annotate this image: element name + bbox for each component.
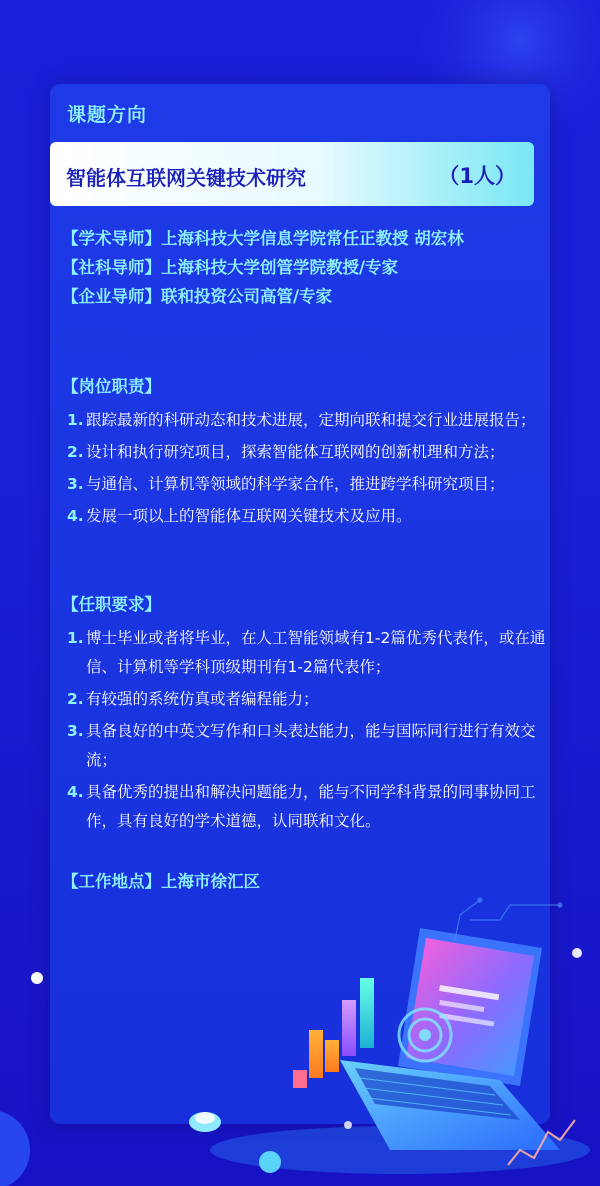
item-text: 有较强的系统仿真或者编程能力； (86, 690, 319, 708)
topic-title: 智能体互联网关键技术研究 (66, 166, 306, 190)
circuit-lines (455, 898, 562, 940)
headcount: （1人） (438, 164, 516, 188)
item-number: 2. (67, 690, 84, 708)
item-number: 4. (67, 507, 84, 525)
laptop-screen (398, 928, 542, 1086)
floating-orb (259, 1151, 281, 1173)
section-heading: 课题方向 (67, 104, 148, 126)
item-text: 设计和执行研究项目，探索智能体互联网的创新机理和方法； (86, 443, 505, 461)
item-number: 1. (67, 411, 84, 429)
item-text: 跟踪最新的科研动态和技术进展，定期向联和提交行业进展报告； (86, 411, 536, 429)
work-location: 【工作地点】上海市徐汇区 (62, 872, 260, 891)
duties-heading: 【岗位职责】 (62, 377, 161, 396)
item-number: 4. (67, 783, 84, 801)
item-number: 3. (67, 475, 84, 493)
mentor-enterprise: 【企业导师】联和投资公司高管/专家 (62, 287, 333, 306)
item-number: 1. (67, 629, 84, 647)
item-text: 发展一项以上的智能体互联网关键技术及应用。 (86, 507, 412, 525)
item-number: 3. (67, 722, 84, 740)
item-text: 与通信、计算机等领域的科学家合作，推进跨学科研究项目； (86, 475, 505, 493)
item-text: 博士毕业或者将毕业，在人工智能领域有1-2篇优秀代表作，或在通信、计算机等学科顶级期刊有1-2篇代表作； (86, 629, 546, 676)
item-text: 具备优秀的提出和解决问题能力，能与不同学科背景的同事协同工作，具有良好的学术道德，认同联和文化。 (86, 783, 536, 830)
item-text: 具备良好的中英文写作和口头表达能力，能与国际同行进行有效交流； (86, 722, 536, 769)
mentor-social: 【社科导师】上海科技大学创管学院教授/专家 (62, 258, 399, 277)
item-number: 2. (67, 443, 84, 461)
requirements-heading: 【任职要求】 (62, 595, 161, 614)
mentor-academic: 【学术导师】上海科技大学信息学院常任正教授 胡宏林 (62, 229, 464, 248)
